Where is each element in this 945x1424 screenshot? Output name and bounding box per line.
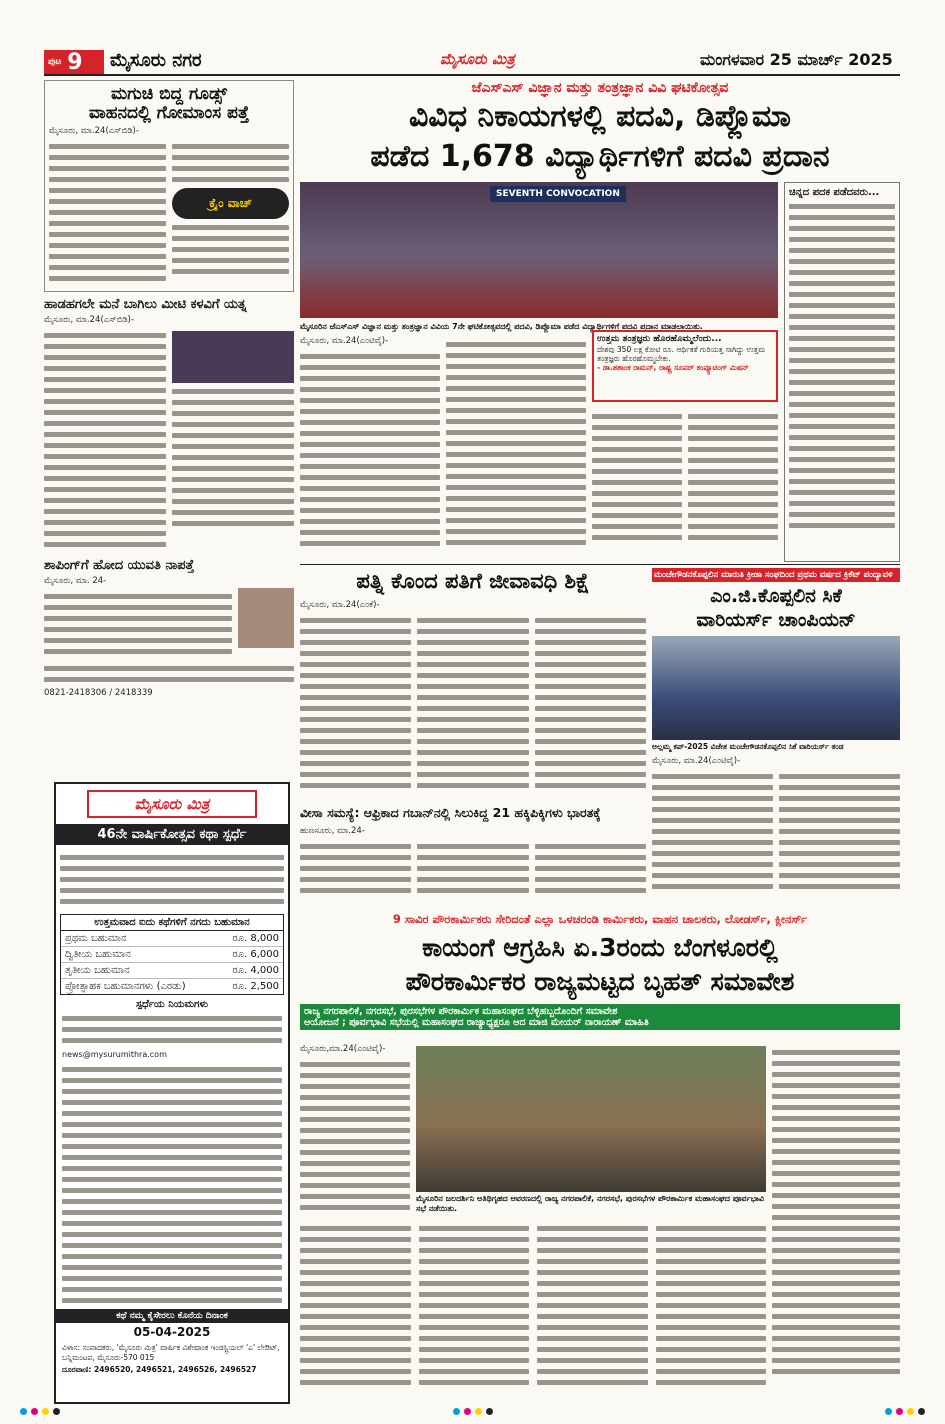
workers-green-line-1: ರಾಜ್ಯ ನಗರಪಾಲಿಕೆ, ನಗರಸಭೆ, ಪುರಸಭೆಗಳ ಪೌರಕಾರ್ಮಿಕ ಮಹಾಸಂಘದ ಬೆಳ್ಳಿಹಬ್ಬದೊಂದಿಗೆ ಸಮಾವೇಶ bbox=[304, 1006, 618, 1017]
theft-story bbox=[44, 298, 294, 553]
lead-headline-2: ಪಡೆದ 1,678 ವಿದ್ಯಾರ್ಥಿಗಳಿಗೆ ಪದವಿ ಪ್ರದಾನ bbox=[370, 139, 830, 174]
lead-body-col-2 bbox=[446, 336, 586, 561]
quote-title: ಉತ್ತಮ ತಂತ್ರಜ್ಞರು ಹೊರಹೊಮ್ಮಲೆಂದು... bbox=[597, 334, 722, 344]
workers-headline-1: ಕಾಯಂಗೆ ಆಗ್ರಹಿಸಿ ಏ.3ರಂದು ಬೆಂಗಳೂರಲ್ಲಿ bbox=[422, 933, 778, 962]
contest-title: 46ನೇ ವಾರ್ಷಿಕೋತ್ಸವ ಕಥಾ ಸ್ಪರ್ಧೆ bbox=[56, 824, 288, 845]
missing-dateline: ಮೈಸೂರು, ಮಾ. 24- bbox=[44, 576, 107, 587]
sports-headline-1: ಎಂ.ಜಿ.ಕೊಪ್ಪಲಿನ ಸಿಕೆ bbox=[710, 585, 842, 607]
workers-body-col-1 bbox=[300, 1044, 410, 1210]
lead-body-col-3 bbox=[592, 408, 778, 561]
thief-illustration bbox=[172, 331, 294, 383]
cricket-team-photo bbox=[652, 636, 900, 740]
workers-body-lower bbox=[300, 1220, 766, 1404]
sports-body bbox=[652, 756, 900, 906]
missing-contact: 0821-2418306 / 2418339 bbox=[44, 687, 153, 698]
missing-story bbox=[44, 559, 294, 699]
workers-green-line-2: ಆಯೋಜನೆ ; ಪೂರ್ವಭಾವಿ ಸಭೆಯಲ್ಲಿ ಮಹಾಸಂಘದ ರಾಜ್ಯಾಧ್ಯಕ್ಷರೂ ಆದ ಮಾಜಿ ಮೇಯರ್ ನಾರಾಯಣ್ ಮಾಹಿತಿ bbox=[304, 1017, 649, 1028]
workers-kicker: 9 ಸಾವಿರ ಪೌರಕಾರ್ಮಿಕರು ಸೇರಿದಂತೆ ಎಲ್ಲಾ ಒಳಚರಂಡಿ ಕಾರ್ಮಿಕರು, ವಾಹನ ಚಾಲಕರು, ಲೋಡರ್ಸ್, ಕ್ಲೀನರ್ಸ್ bbox=[392, 912, 808, 926]
page-badge bbox=[44, 50, 104, 74]
crime-headline-2: ವಾಹನದಲ್ಲಿ ಗೋಮಾಂಸ ಪತ್ತೆ bbox=[88, 102, 250, 123]
rules-title: ಸ್ಪರ್ಧೆಯ ನಿಯಮಗಳು bbox=[135, 999, 209, 1010]
deadline-label: ಕಥೆ ನಮ್ಮ ಕೈಸೇರಲು ಕೊನೆಯ ದಿನಾಂಕ bbox=[56, 1309, 288, 1323]
missing-woman-photo bbox=[238, 588, 294, 648]
workers-dateline: ಮೈಸೂರು,ಮಾ.24(ಎಂಟಿವೈ)- bbox=[300, 1044, 386, 1054]
section-name: ಮೈಸೂರು ನಗರ bbox=[110, 50, 202, 71]
contest-logo: ಮೈಸೂರು ಮಿತ್ರ bbox=[87, 790, 257, 818]
missing-headline: ಶಾಪಿಂಗ್‌ಗೆ ಹೋದ ಯುವತಿ ನಾಪತ್ತೆ bbox=[44, 557, 195, 573]
page-label: ಪುಟ bbox=[48, 57, 62, 67]
contest-email: news@mysurumithra.com bbox=[62, 1050, 167, 1059]
lead-kicker: ಜೆಎಸ್‌ಎಸ್ ವಿಜ್ಞಾನ ಮತ್ತು ತಂತ್ರಜ್ಞಾನ ವಿವಿ ಘಟಿಕೋತ್ಸವ bbox=[471, 80, 729, 96]
gold-medal-box bbox=[784, 182, 900, 562]
prize-row: ತೃತೀಯ ಬಹುಮಾನ ರೂ. 4,000 bbox=[61, 963, 283, 979]
visa-body bbox=[300, 826, 646, 906]
crime-headline-1: ಮಗುಚಿ ಬಿದ್ದ ಗೂಡ್ಸ್ bbox=[111, 84, 227, 104]
crime-story bbox=[44, 80, 294, 292]
workers-headline-2: ಪೌರಕಾರ್ಮಿಕರ ರಾಜ್ಯಮಟ್ಟದ ಬೃಹತ್ ಸಮಾವೇಶ bbox=[405, 967, 795, 996]
print-registration-marks bbox=[20, 1408, 925, 1418]
sports-kicker: ಮಂಚೇಗೌಡನಕೊಪ್ಪಲಿನ ಮಾರುತಿ ಕ್ರೀಡಾ ಸಂಘದಿಂದ ಪ್ರಥಮ ವರ್ಷದ ಕ್ರಿಕೆಟ್ ಪಂದ್ಯಾವಳಿ bbox=[652, 568, 900, 582]
lead-body-col-1 bbox=[300, 336, 440, 561]
contest-ad bbox=[54, 782, 290, 1404]
murder-headline: ಪತ್ನಿ ಕೊಂದ ಪತಿಗೆ ಜೀವಾವಧಿ ಶಿಕ್ಷೆ bbox=[356, 569, 590, 593]
workers-meeting-photo bbox=[416, 1046, 766, 1192]
workers-green-bar bbox=[300, 1004, 900, 1030]
contest-phones: ದೂರವಾಣಿ: 2496520, 2496521, 2496526, 2496527 bbox=[62, 1364, 257, 1374]
theft-dateline: ಮೈಸೂರು, ಮಾ.24(ಎಸ್‌ಬಿಡಿ)- bbox=[44, 315, 134, 326]
crime-dateline: ಮೈಸೂರು, ಮಾ.24(ಎಸ್‌ಬಿಡಿ)- bbox=[49, 126, 139, 137]
convocation-caption: ಮೈಸೂರಿನ ಜೆಎಸ್‌ಎಸ್ ವಿಜ್ಞಾನ ಮತ್ತು ತಂತ್ರಜ್ಞಾನ ವಿವಿಯ 7ನೇ ಘಟಿಕೋತ್ಸವದಲ್ಲಿ ಪದವಿ, ಡಿಪ್ಲೊಮಾ ಪಡೆದ ವಿದ್ಯಾರ್ಥಿಗಳಿಗೆ ಪದವಿ ಪ್ರದಾನ ಮಾಡಲಾಯಿತು. bbox=[300, 322, 703, 331]
workers-photo-caption: ಮೈಸೂರಿನ ಜಲದರ್ಶಿನಿ ಅತಿಥಿಗೃಹದ ಆವರಣದಲ್ಲಿ ರಾಜ್ಯ ನಗರಪಾಲಿಕೆ, ನಗರಸಭೆ, ಪುರಸಭೆಗಳ ಪೌರಕಾರ್ಮಿಕ ಮಹಾಸಂಘದ ಪೂರ್ವಭಾವಿ ಸಭೆ ನಡೆಯಿತು. bbox=[416, 1194, 765, 1213]
prize-row: ಪ್ರಥಮ ಬಹುಮಾನ ರೂ. 8,000 bbox=[61, 931, 283, 947]
visa-dateline: ಹುಣಸೂರು, ಮಾ.24- bbox=[300, 826, 365, 836]
lead-dateline: ಮೈಸೂರು, ಮಾ.24(ಎಂಟಿವೈ)- bbox=[300, 336, 389, 346]
prize-row: ಪ್ರೋತ್ಸಾಹಕ ಬಹುಮಾನಗಳು (ಎರಡು) ರೂ. 2,500 bbox=[65, 981, 279, 992]
deadline-date: 05-04-2025 bbox=[133, 1324, 211, 1339]
prize-table-title: ಉತ್ತಮವಾದ ಐದು ಕಥೆಗಳಿಗೆ ನಗದು ಬಹುಮಾನ bbox=[61, 915, 283, 931]
quote-box bbox=[592, 330, 778, 402]
crime-watch-badge: ಕ್ರೈಂ ವಾಚ್ bbox=[172, 188, 289, 219]
convocation-photo bbox=[300, 182, 778, 318]
sports-headline-2: ವಾರಿಯರ್ಸ್ ಚಾಂಪಿಯನ್ bbox=[696, 609, 856, 631]
left-column bbox=[44, 80, 294, 770]
visa-headline: ವೀಸಾ ಸಮಸ್ಯೆ: ಆಫ್ರಿಕಾದ ಗಬಾನ್‌ನಲ್ಲಿ ಸಿಲುಕಿದ್ದ 21 ಹಕ್ಕಿಪಿಕ್ಕಿಗಳು ಭಾರತಕ್ಕೆ bbox=[300, 805, 601, 820]
quote-text: ದೇಶವು 350 ಲಕ್ಷ ಕೋಟಿ ರೂ. ಆರ್ಥಿಕತೆ ಗುರಿಯತ್ತ ಸಾಗಿದ್ದು ಉತ್ತಮ ತಂತ್ರಜ್ಞರು ಹೊರಹೊಮ್ಮಬೇಕು. bbox=[597, 344, 766, 363]
prize-table bbox=[60, 914, 284, 995]
sports-caption: ಅಲ್ಲಮ್ಮ ಕಪ್-2025 ವಿಜೇತ ಮಂಚೇಗೌಡನಕೊಪ್ಪಲಿನ ಸಿಕೆ ವಾರಿಯರ್ಸ್ ತಂಡ bbox=[652, 742, 844, 751]
page-date: ಮಂಗಳವಾರ 25 ಮಾರ್ಚ್ 2025 bbox=[700, 50, 893, 69]
masthead-logo: ಮೈಸೂರು ಮಿತ್ರ bbox=[440, 50, 515, 68]
lead-headline-1: ವಿವಿಧ ನಿಕಾಯಗಳಲ್ಲಿ ಪದವಿ, ಡಿಪ್ಲೊಮಾ bbox=[409, 99, 791, 134]
contest-address: ವಿಳಾಸ: ಸಂಪಾದಕರು, 'ಮೈಸೂರು ಮಿತ್ರ' ವಾರ್ಷಿಕ ವಿಶೇಷಾಂಕ ಇಂಡಸ್ಟ್ರಿಯಲ್ 'ಎ' ಲೇಔಟ್, ಬನ್ನಿಮಂಟಪ, ಮೈಸೂರು-570 015 bbox=[62, 1342, 280, 1362]
murder-dateline: ಮೈಸೂರು, ಮಾ.24(ಎಂಕೆ)- bbox=[300, 600, 380, 610]
sports-dateline: ಮೈಸೂರು, ಮಾ.24(ಎಂಟಿವೈ)- bbox=[652, 756, 741, 766]
quote-author: - ಡಾ.ಶಶಾಂಕ ರಾಮನ್, ರಾಷ್ಟ್ರ ಸೂಪರ್ ಕಂಪ್ಯೂಟಿಂಗ್ ಮಿಷನ್ bbox=[597, 362, 749, 372]
header-rule bbox=[44, 74, 900, 76]
theft-headline: ಹಾಡಹಗಲೇ ಮನೆ ಬಾಗಿಲು ಮೀಟಿ ಕಳವಿಗೆ ಯತ್ನ bbox=[44, 296, 247, 312]
stage-banner: SEVENTH CONVOCATION bbox=[490, 186, 626, 202]
page-number: 9 bbox=[67, 49, 83, 75]
murder-body bbox=[300, 600, 646, 800]
prize-row: ದ್ವಿತೀಯ ಬಹುಮಾನ ರೂ. 6,000 bbox=[61, 947, 283, 963]
gold-medal-title: ಚಿನ್ನದ ಪದಕ ಪಡೆದವರು... bbox=[789, 187, 880, 198]
workers-body-col-right bbox=[772, 1044, 900, 1404]
